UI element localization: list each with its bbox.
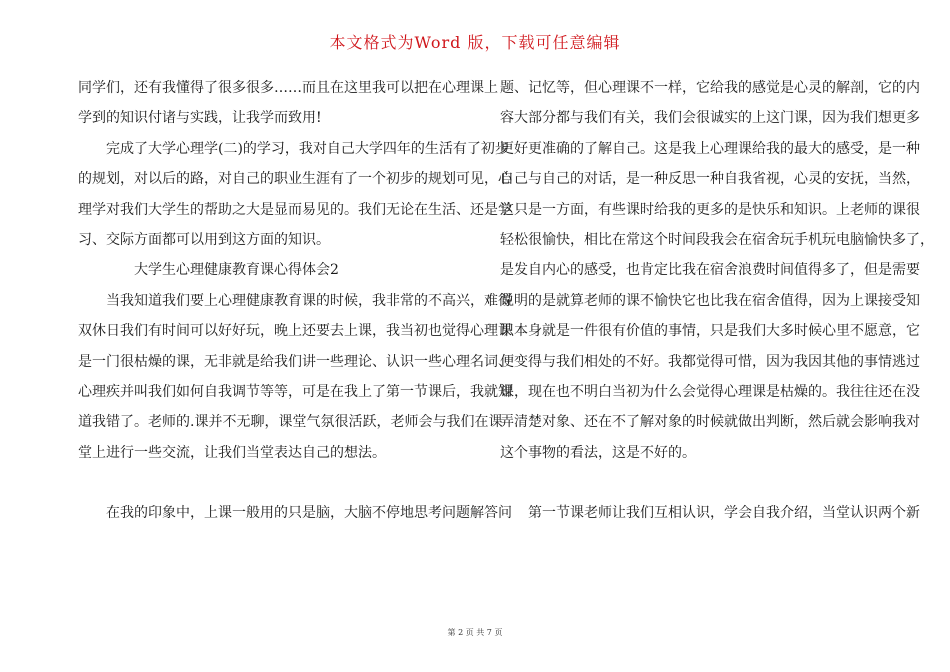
text-line: 是一门很枯燥的课，无非就是给我们讲一些理论、认识一些心理名词、 — [78, 353, 512, 370]
text-line: 题、记忆等，但心理课不一样，它给我的感觉是心灵的解剖，它的内 — [500, 80, 920, 96]
text-line: 便变得与我们相处的不好。我都觉得可惜，因为我因其他的事情逃过 — [500, 353, 920, 370]
text-line: 轻松很愉快，相比在常这个时间段我会在宿舍玩手机玩电脑愉快多了， — [500, 231, 934, 248]
text-line: 当我知道我们要上心理健康教育课的时候，我非常的不高兴，难得 — [78, 292, 512, 309]
text-line: 识本身就是一件很有价值的事情，只是我们大多时候心里不愿意，它 — [500, 323, 920, 340]
text-line — [500, 468, 887, 498]
text-line: 同学们，还有我懂得了很多很多……而且在这里我可以把在心理课上 — [78, 80, 498, 96]
text-line: 是发自内心的感受，也肯定比我在宿舍浪费时间值得多了，但是需要 — [500, 262, 920, 279]
text-line: 堂上进行一些交流，让我们当堂表达自己的想法。 — [78, 444, 386, 461]
text-line: 习、交际方面都可以用到这方面的知识。 — [78, 231, 330, 248]
text-line: 弄清楚对象、还在不了解对象的时候就做出判断，然后就会影响我对 — [500, 414, 920, 431]
text-line: 容大部分都与我们有关，我们会很诚实的上这门课，因为我们想更多 — [500, 110, 920, 127]
text-line: 完成了大学心理学(二)的学习，我对自己大学四年的生活有了初步 — [78, 140, 509, 157]
left-column — [78, 73, 512, 529]
text-line: 在我的印象中，上课一般用的只是脑，大脑不停地思考问题解答问 — [78, 505, 512, 522]
text-line: 课，现在也不明白当初为什么会觉得心理课是枯燥的。我往往还在没 — [500, 383, 920, 400]
text-line: 道我错了。老师的.课并不无聊，课堂气氛很活跃，老师会与我们在课 — [78, 414, 503, 431]
format-banner: 本文格式为Word 版，下载可任意编辑 — [329, 33, 621, 52]
page-number: 第 2 页 共 7 页 — [447, 628, 503, 637]
text-line: 心理疾并叫我们如何自我调节等等，可是在我上了第一节课后，我就知 — [78, 383, 512, 400]
text-line: 第一节课老师让我们互相认识，学会自我介绍，当堂认识两个新 — [500, 505, 920, 522]
text-line: 双休日我们有时间可以好好玩，晚上还要去上课，我当初也觉得心理课 — [78, 323, 512, 340]
text-line: 说明的是就算老师的课不愉快它也比我在宿舍值得，因为上课接受知 — [500, 292, 920, 309]
text-line: 这只是一方面，有些课时给我的更多的是快乐和知识。上老师的课很 — [500, 201, 920, 218]
text-line — [78, 468, 470, 498]
right-column — [500, 73, 934, 529]
text-line: 的规划，对以后的路，对自己的职业生涯有了一个初步的规划可见，心 — [78, 171, 512, 188]
text-line: 更好更准确的了解自己。这是我上心理课给我的最大的感受，是一种 — [500, 140, 920, 157]
text-line: 学到的知识付诸与实践，让我学而致用! — [78, 110, 322, 127]
section-heading: 大学生心理健康教育课心得体会2 — [78, 262, 339, 279]
text-line: 这个事物的看法，这是不好的。 — [500, 444, 696, 461]
text-line: 自己与自己的对话，是一种反思一种自我省视，心灵的安抚，当然， — [500, 171, 920, 188]
text-line: 理学对我们大学生的帮助之大是显而易见的。我们无论在生活、还是学 — [78, 201, 512, 218]
